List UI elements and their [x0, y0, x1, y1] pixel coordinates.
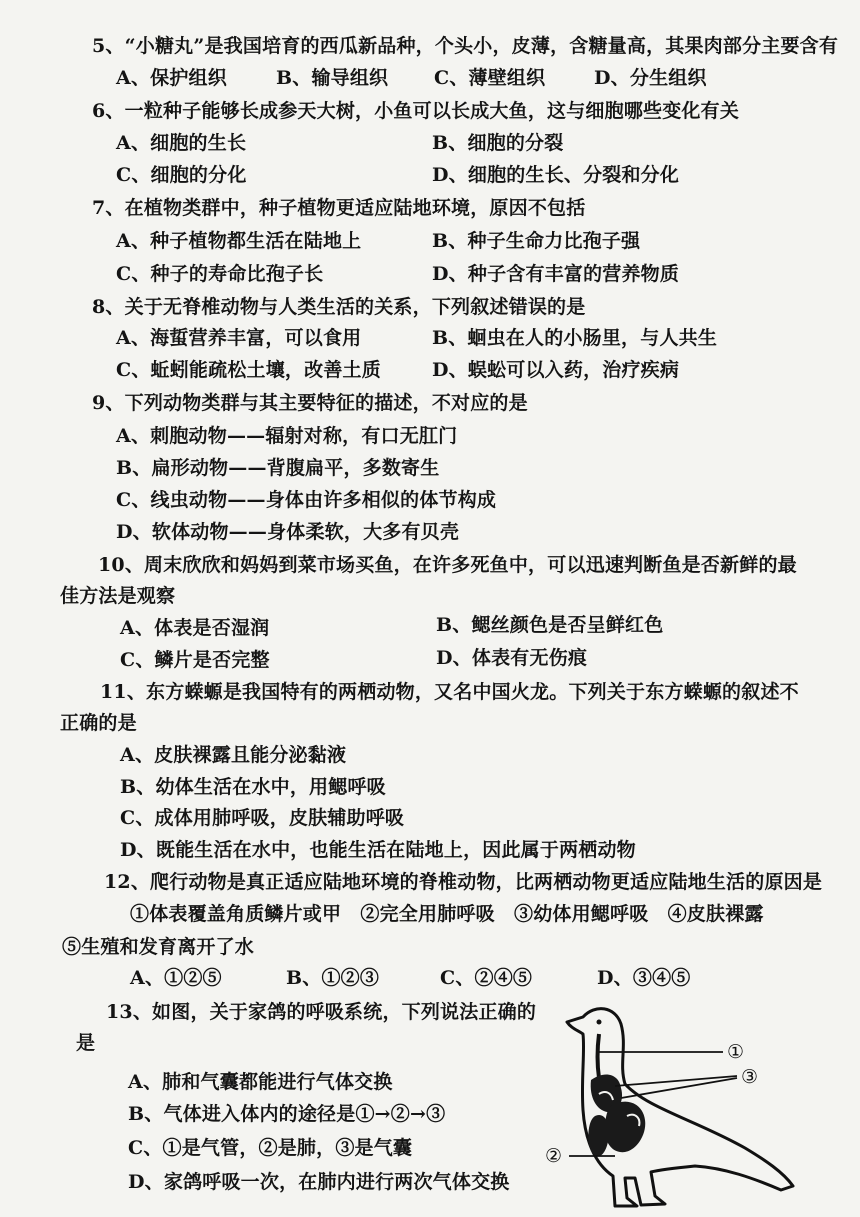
question-10-stem-line2: 佳方法是观察	[60, 585, 176, 607]
question-10-option-b: B、鳃丝颜色是否呈鲜红色	[436, 614, 664, 636]
question-13-option-b: B、气体进入体内的途径是①→②→③	[128, 1103, 446, 1125]
question-9-option-d: D、软体动物——身体柔软，大多有贝壳	[116, 521, 460, 543]
trachea	[598, 1034, 600, 1078]
question-9-option-a: A、刺胞动物——辐射对称，有口无肛门	[116, 425, 458, 447]
question-11-stem-line1: 11、东方蝾螈是我国特有的两栖动物，又名中国火龙。下列关于东方蝾螈的叙述不	[100, 681, 799, 703]
label-1: ①	[727, 1041, 745, 1063]
question-8-option-a: A、海蜇营养丰富，可以食用	[116, 327, 362, 349]
question-10-stem-line1: 10、周末欣欣和妈妈到菜市场买鱼，在许多死鱼中，可以迅速判断鱼是否新鲜的最	[98, 554, 797, 576]
question-11-option-d: D、既能生活在水中，也能生活在陆地上，因此属于两栖动物	[120, 839, 636, 861]
question-13-option-d: D、家鸽呼吸一次，在肺内进行两次气体交换	[128, 1171, 510, 1193]
question-9-option-c: C、线虫动物——身体由许多相似的体节构成	[116, 489, 497, 511]
question-13-option-c: C、①是气管，②是肺，③是气囊	[128, 1137, 413, 1159]
question-11-option-b: B、幼体生活在水中，用鳃呼吸	[120, 776, 386, 798]
question-5-option-a: A、保护组织	[116, 67, 227, 89]
question-12-stem: 12、爬行动物是真正适应陆地环境的脊椎动物，比两栖动物更适应陆地生活的原因是	[104, 871, 823, 893]
question-13-stem-line1: 13、如图，关于家鸽的呼吸系统，下列说法正确的	[106, 1001, 537, 1023]
question-8-option-c: C、蚯蚓能疏松土壤，改善土质	[116, 359, 381, 381]
question-6-option-d: D、细胞的生长、分裂和分化	[432, 164, 680, 186]
question-11-option-a: A、皮肤裸露且能分泌黏液	[120, 744, 347, 766]
question-5-stem: 5、“小糖丸”是我国培育的西瓜新品种，个头小，皮薄，含糖量高，其果肉部分主要含有	[92, 35, 839, 57]
question-12-choices-line2: ⑤生殖和发育离开了水	[62, 936, 255, 958]
question-10-option-a: A、体表是否湿润	[120, 617, 270, 639]
question-6-stem: 6、一粒种子能够长成参天大树，小鱼可以长成大鱼，这与细胞哪些变化有关	[92, 100, 740, 122]
question-7-stem: 7、在植物类群中，种子植物更适应陆地环境，原因不包括	[92, 197, 586, 219]
question-6-option-a: A、细胞的生长	[116, 132, 247, 154]
question-9-option-b: B、扁形动物——背腹扁平，多数寄生	[116, 457, 440, 479]
question-7-option-c: C、种子的寿命比孢子长	[116, 263, 324, 285]
question-13-stem-line2: 是	[76, 1032, 96, 1054]
question-9-stem: 9、下列动物类群与其主要特征的描述，不对应的是	[92, 392, 528, 414]
question-12-option-d: D、③④⑤	[597, 967, 691, 989]
question-12-option-b: B、①②③	[286, 967, 380, 989]
question-10-option-c: C、鳞片是否完整	[120, 649, 270, 671]
question-7-option-b: B、种子生命力比孢子强	[432, 230, 641, 252]
question-12-choices-line1: ①体表覆盖角质鳞片或甲 ②完全用肺呼吸 ③幼体用鳃呼吸 ④皮肤裸露	[130, 903, 764, 925]
question-10-option-d: D、体表有无伤痕	[436, 647, 588, 669]
label-2: ②	[545, 1145, 563, 1167]
question-12-option-c: C、②④⑤	[440, 967, 533, 989]
question-8-option-b: B、蛔虫在人的小肠里，与人共生	[432, 327, 718, 349]
question-6-option-b: B、细胞的分裂	[432, 132, 564, 154]
question-11-stem-line2: 正确的是	[60, 712, 137, 734]
question-7-option-d: D、种子含有丰富的营养物质	[432, 263, 680, 285]
air-sac	[605, 1102, 646, 1153]
question-5-option-d: D、分生组织	[594, 67, 707, 89]
pigeon-respiratory-diagram	[545, 1000, 815, 1210]
question-7-option-a: A、种子植物都生活在陆地上	[116, 230, 362, 252]
question-5-option-b: B、输导组织	[276, 67, 389, 89]
question-5-option-c: C、薄壁组织	[434, 67, 546, 89]
question-8-stem: 8、关于无脊椎动物与人类生活的关系，下列叙述错误的是	[92, 296, 586, 318]
question-6-option-c: C、细胞的分化	[116, 164, 247, 186]
question-8-option-d: D、蜈蚣可以入药，治疗疾病	[432, 359, 680, 381]
air-sac-lower	[588, 1115, 609, 1156]
question-11-option-c: C、成体用肺呼吸，皮肤辅助呼吸	[120, 807, 405, 829]
label-3: ③	[741, 1066, 759, 1088]
question-12-option-a: A、①②⑤	[130, 967, 222, 989]
question-13-option-a: A、肺和气囊都能进行气体交换	[128, 1071, 393, 1093]
